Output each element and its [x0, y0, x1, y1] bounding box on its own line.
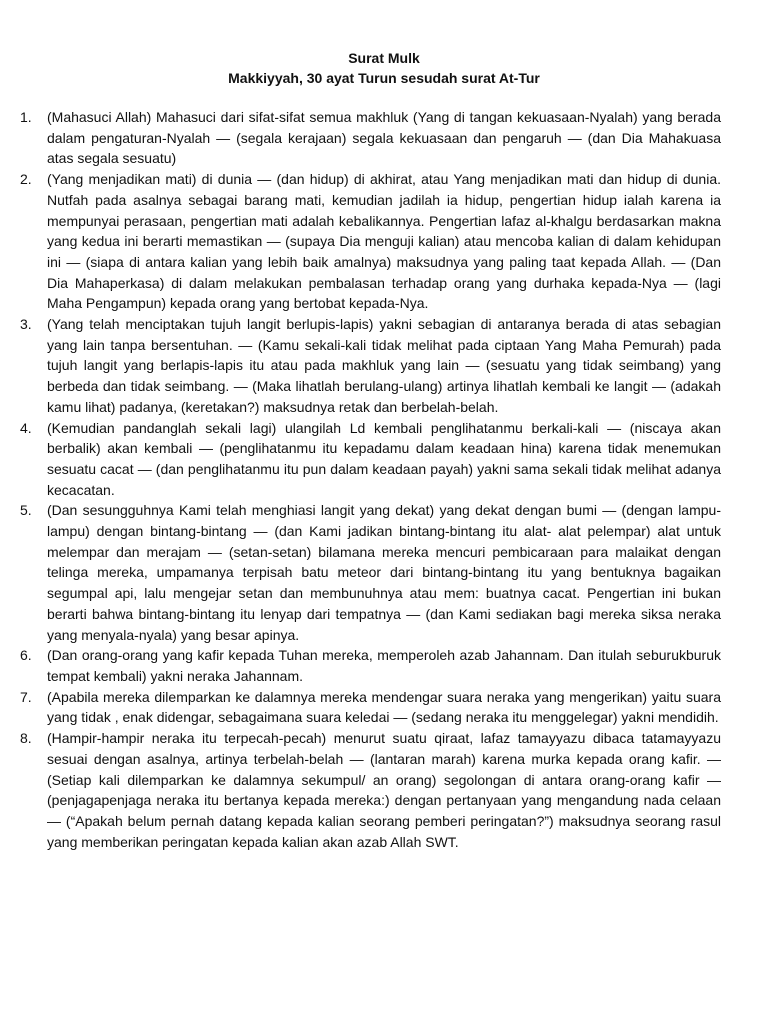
- verse-item: [0, 687, 768, 728]
- verse-item: [0, 645, 768, 686]
- verse-number: 1.: [20, 109, 32, 125]
- verse-text: (Yang telah menciptakan tujuh langit berlupis-lapis) yakni sebagian di antaranya berada di atas sebagian yang lain tanpa bersentuhan. — (Kamu sekali-kali tidak melihat pada ciptaan Yang Maha Pemurah) pada tujuh langit yang berlapis-lapis itu atau pada makhluk yang lain — (sesuatu yang tidak seimbang) yang berbeda dan tidak seimbang. — (Maka lihatlah berulang-ulang) artinya lihatlah kembali ke langit — (adakah kamu lihat) padanya, (keretakan?) maksudnya retak dan berbelah-belah.: [47, 316, 721, 415]
- verse-item: [0, 314, 768, 418]
- verse-list: [0, 107, 768, 852]
- verse-text: (Apabila mereka dilemparkan ke dalamnya mereka mendengar suara neraka yang mengerikan) yaitu suara yang tidak , enak didengar, sebagaimana suara keledai — (sedang neraka itu menggelegar) yakni mendidih.: [47, 688, 721, 726]
- verse-item: [0, 418, 768, 501]
- verse-text: (Dan sesungguhnya Kami telah menghiasi langit yang dekat) yang dekat dengan bumi — (dengan lampu-lampu) dengan bintang-bintang — (dan Kami jadikan bintang-bintang itu alat- alat pelempar) alat untuk melempar dan merajam — (setan-setan) bilamana mereka mencuri pembicaraan para malaikat dengan telinga mereka, umpamanya terpisah batu meteor dari bintang-bintang itu yang bentuknya bagaikan segumpal api, lalu mengejar setan dan membunuhnya atau mem: buatnya cacat. Pengertian ini bukan berarti bahwa bintang-bintang itu lenyap dari tempatnya — (dan Kami sediakan bagi mereka siksa neraka yang menyala-nyala) yang besar apinya.: [47, 502, 721, 643]
- verse-item: [0, 500, 768, 645]
- verse-item: [0, 728, 768, 852]
- verse-text: (Hampir-hampir neraka itu terpecah-pecah) menurut suatu qiraat, lafaz tamayyazu dibaca tatamayyazu sesuai dengan asalnya, artinya terbelah-belah — (lantaran marah) karena murka kepada orang kafir. — (Setiap kali dilemparkan ke dalamnya sekumpul/ an orang) segolongan di antara orang-orang kafir — (penjagapenjaga neraka itu bertanya kepada mereka:) dengan pertanyaan yang mengandung nada celaan — (“Apakah belum pernah datang kepada kalian seorang pemberi peringatan?”) maksudnya seorang rasul yang memberikan peringatan kepada kalian akan azab Allah SWT.: [47, 730, 721, 850]
- verse-item: [0, 169, 768, 314]
- verse-number: 6.: [20, 647, 32, 664]
- verse-number: 8.: [20, 730, 32, 747]
- verse-number: 7.: [20, 688, 32, 705]
- verse-number: 3.: [20, 316, 32, 333]
- verse-text: (Dan orang-orang yang kafir kepada Tuhan mereka, memperoleh azab Jahannam. Dan itulah seburukburuk tempat kembali) yakni neraka Jahannam.: [47, 647, 721, 684]
- verse-text: (Yang menjadikan mati) di dunia — (dan hidup) di akhirat, atau Yang menjadikan mati dan hidup di dunia. Nutfah pada asalnya sebagai barang mati, kemudian jadilah ia hidup, pengertian hidup ialah karena ia mempunyai perasaan, pengertian mati adalah kebalikannya. Pengertian lafaz al-khalgu berdasarkan makna yang kedua ini berarti memastikan — (supaya Dia menguji kalian) atau mencoba kalian di dalam kehidupan ini — (siapa di antara kalian yang lebih baik amalnya) maksudnya yang paling taat kepada Allah. — (Dan Dia Mahaperkasa) di dalam melakukan pembalasan terhadap orang yang durhaka kepada-Nya — (lagi Maha Pengampun) kepada orang yang bertobat kepada-Nya.: [47, 171, 721, 312]
- verse-number: 5.: [20, 502, 32, 519]
- verse-text: (Kemudian pandanglah sekali lagi) ulangilah Ld kembali penglihatanmu berkali-kali — (niscaya akan berbalik) akan kembali — (penglihatanmu itu kepadamu dalam keadaan hina) karena tidak menemukan sesuatu cacat — (dan penglihatanmu itu pun dalam keadaan payah) yakni sama sekali tidak melihat adanya kecacatan.: [47, 419, 721, 498]
- document-header: [0, 48, 768, 88]
- verse-number: 2.: [20, 171, 32, 188]
- verse-number: 4.: [20, 419, 32, 436]
- document-subtitle: Makkiyyah, 30 ayat Turun sesudah surat At-Tur: [228, 70, 540, 86]
- verse-text: (Mahasuci Allah) Mahasuci dari sifat-sifat semua makhluk (Yang di tangan kekuasaan-Nyalah) yang berada dalam pengaturan-Nyalah — (segala kerajaan) segala kekuasaan dan pengaruh — (dan Dia Mahakuasa atas segala sesuatu): [47, 109, 721, 167]
- document-title: Surat Mulk: [348, 50, 420, 66]
- verse-item: [0, 107, 768, 169]
